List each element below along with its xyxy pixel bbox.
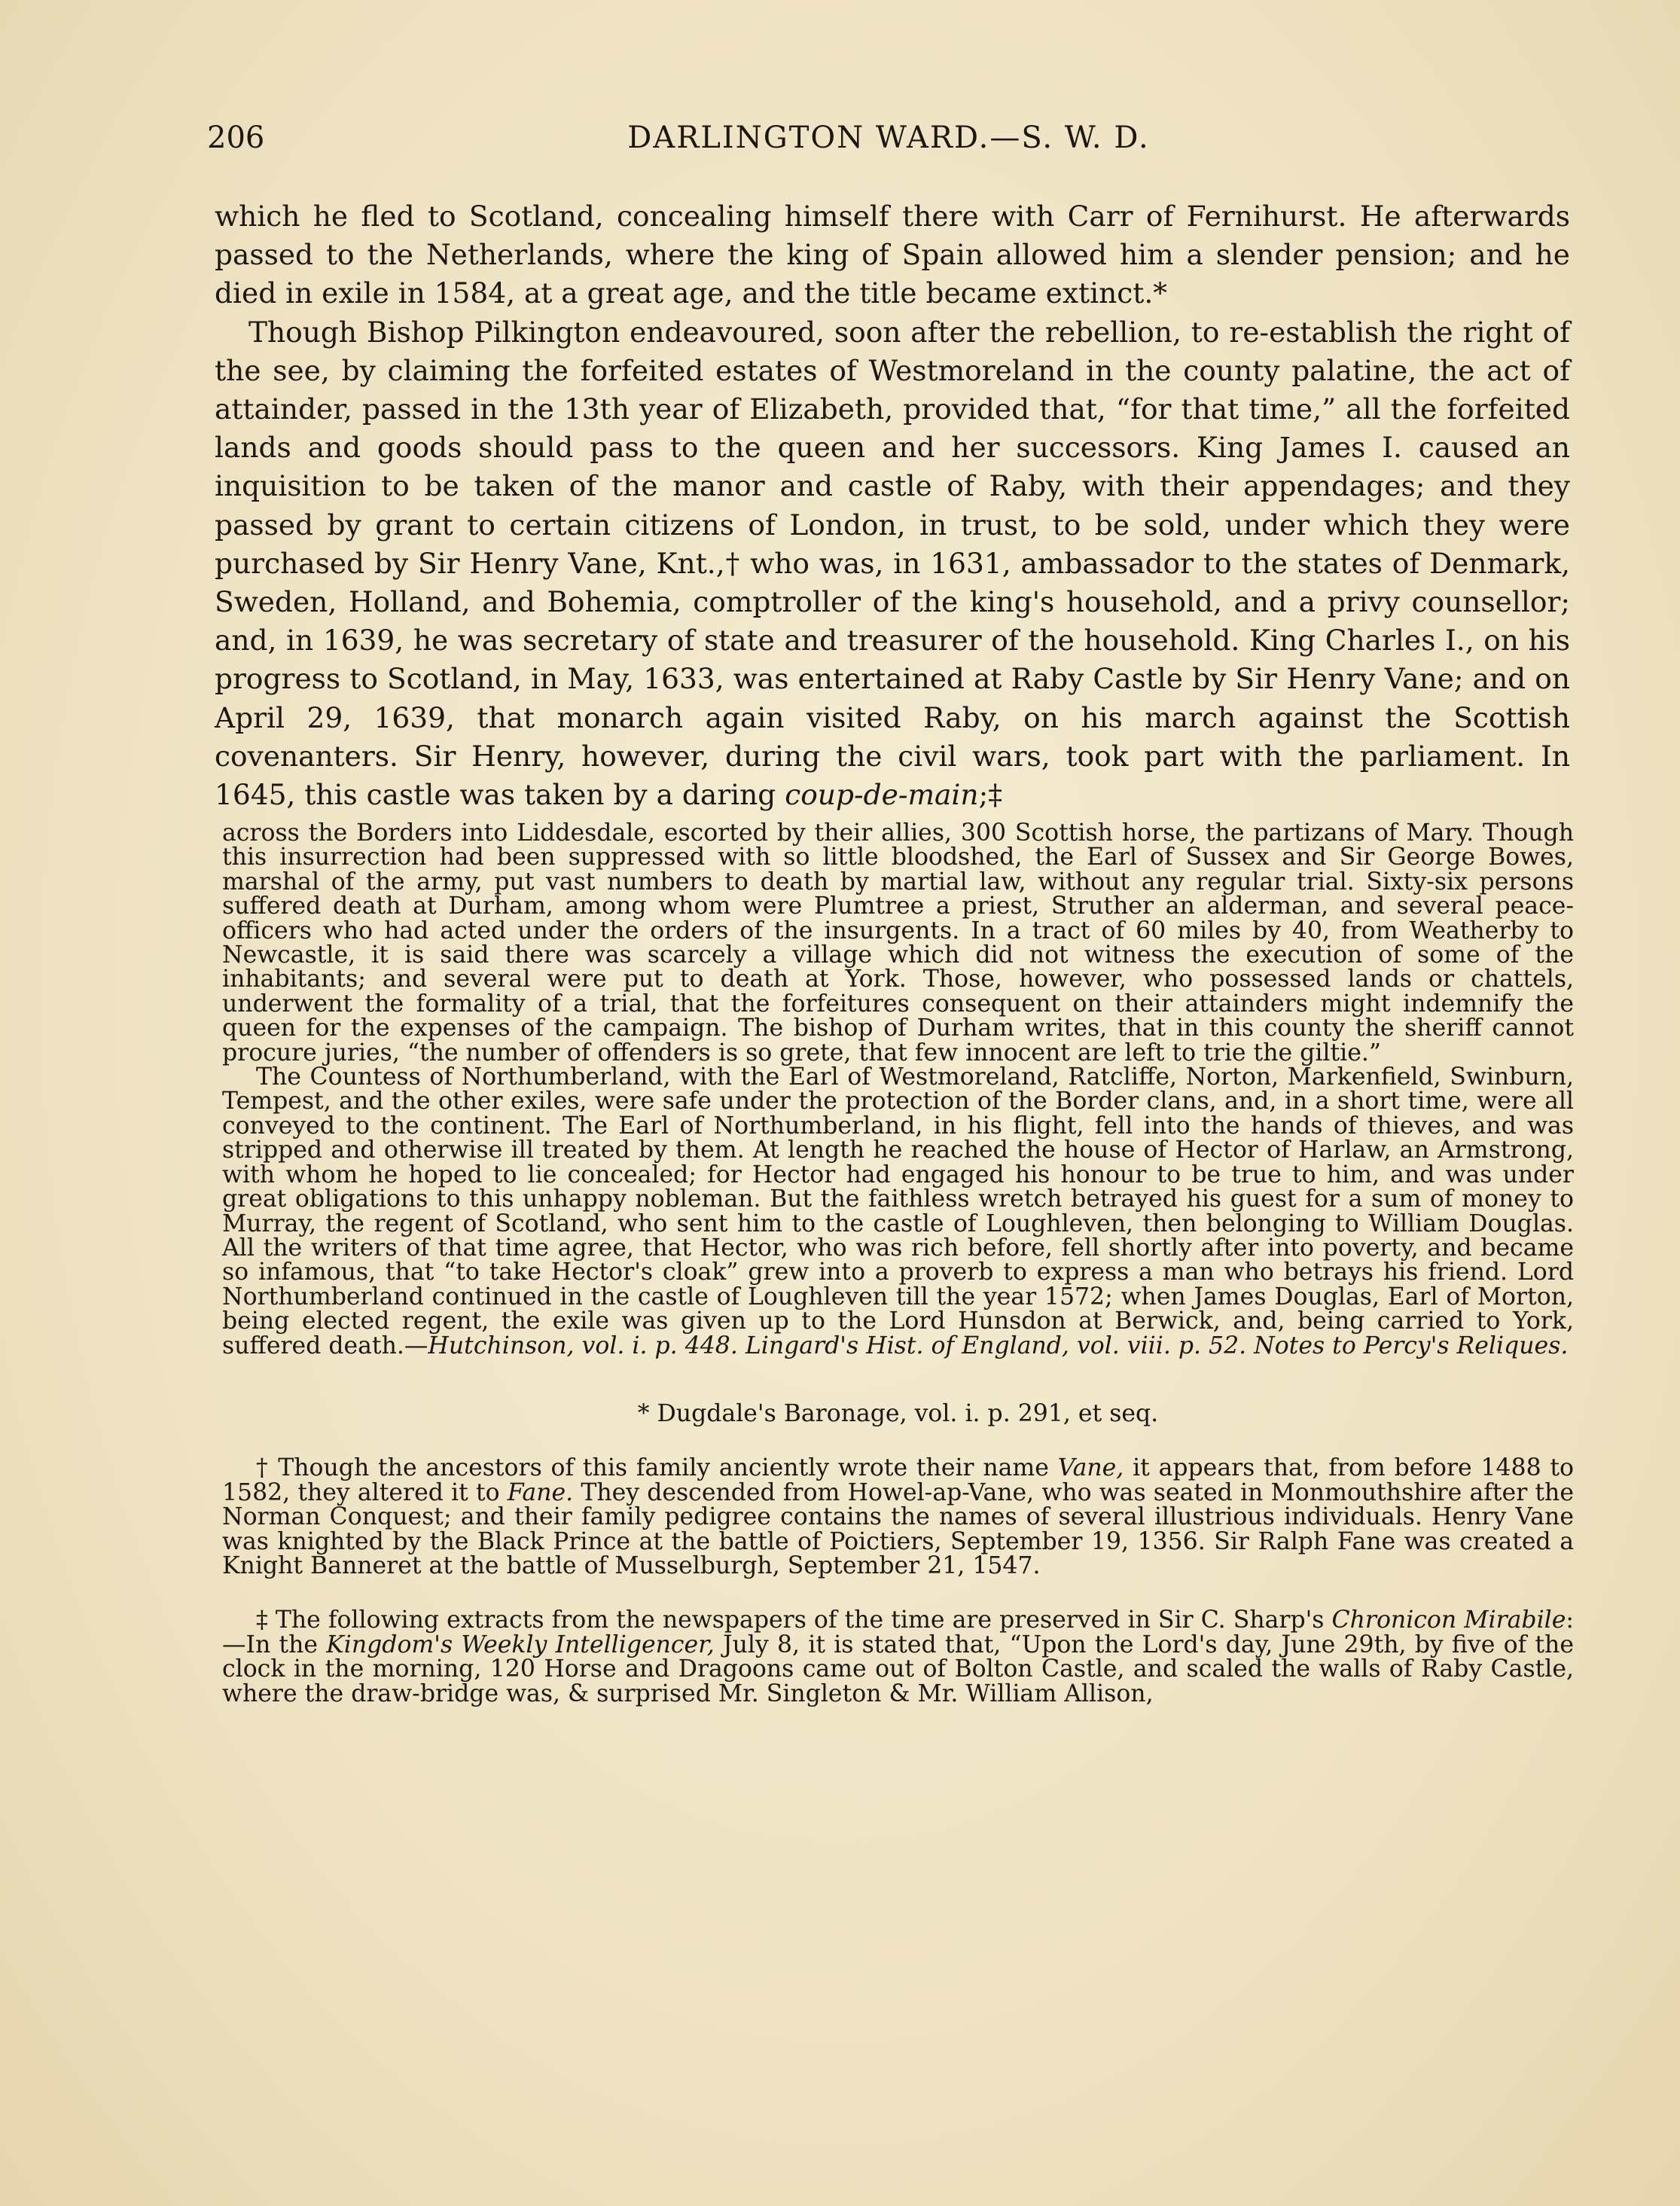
footnote-dagger-text-c: They descended from Howel-ap-Vane, who was seated in Monmouthshire after the Norman Conquest; and their family pedigree contains the names of several illustrious individuals. Henry Vane was knighted by the Black Prince at the battle of Poictiers, September 19, 1356. Sir Ralph Fane was created a Knight Banneret at the battle of Musselburgh, September 21, 1547. [222, 1478, 1574, 1579]
body-paragraph-2 [215, 313, 1570, 815]
footnote-continuation-1: across the Borders into Liddesdale, escorted by their allies, 300 Scottish horse, the partizans of Mary. Though this insurrection had been suppressed with so little bloodshed, the Earl of Sussex and Sir George Bowes, marshal of the army, put vast numbers to death by martial law, without any regular trial. Sixty-six persons suffered death at Durham, among whom were Plumtree a priest, Struther an alderman, and several peace-officers who had acted under the orders of the insurgents. In a tract of 60 miles by 40, from Weatherby to Newcastle, it is said there was scarcely a village which did not witness the execution of some of the inhabitants; and several were put to death at York. Those, however, who possessed lands or chattels, underwent the formality of a trial, that the forfeitures consequent on their attainders might indemnify the queen for the expenses of the campaign. The bishop of Durham writes, that in this county the sheriff cannot procure juries, “the number of offenders is so grete, that few innocent are left to trie the giltie.” [222, 819, 1574, 1066]
footnote-dagger [222, 1456, 1574, 1578]
footnote-gap [222, 1578, 1574, 1608]
page-header [207, 121, 1570, 166]
footnote-dagger-text-a: † Though the ancestors of this family anciently wrote their name [256, 1454, 1049, 1482]
footnote-continuation-2 [222, 1065, 1574, 1358]
footnotes [222, 821, 1574, 1706]
footnote-double-dagger [222, 1608, 1574, 1706]
footnote-ddagger-text-c: July 8, it is stated that, “Upon the Lord's day, June 29th, by five of the clock in the morning, 120 Horse and Dragoons came out of Bolton Castle, and scaled the walls of Raby Castle, where the draw-bridge was, & surprised Mr. Singleton & Mr. William Allison, [222, 1631, 1574, 1707]
page-number: 206 [207, 121, 265, 155]
running-title: DARLINGTON WARD.—S. W. D. [627, 121, 1150, 155]
footnote-ddagger-title: Chronicon Mirabile [1331, 1606, 1566, 1634]
footnote-citation: Hutchinson, vol. i. p. 448. Lingard's Hist. of England, vol. viii. p. 52. Notes to Percy's Reliques. [428, 1332, 1569, 1359]
footnote-star: * Dugdale's Baronage, vol. i. p. 291, et seq. [637, 1399, 1159, 1427]
footnote-dagger-fane: Fane. [507, 1478, 574, 1506]
footnote-dagger-vane: Vane, [1057, 1454, 1124, 1482]
body-paragraph-2-text: Though Bishop Pilkington endeavoured, soon after the rebellion, to re-establish the right of the see, by claiming the forfeited estates of Westmoreland in the county palatine, the act of attainder, passed in the 13th year of Elizabeth, provided that, “for that time,” all the forfeited lands and goods should pass to the queen and her successors. King James I. caused an inquisition to be taken of the manor and castle of Raby, with their appendages; and they passed by grant to certain citizens of London, in trust, to be sold, under which they were purchased by Sir Henry Vane, Knt.,† who was, in 1631, ambassador to the states of Denmark, Sweden, Holland, and Bohemia, comptroller of the king's household, and a privy counsellor; and, in 1639, he was secretary of state and treasurer of the household. King Charles I., on his progress to Scotland, in May, 1633, was entertained at Raby Castle by Sir Henry Vane; and on April 29, 1639, that monarch again visited Raby, on his march against the Scottish covenanters. Sir Henry, however, during the civil wars, took part with the parliament. In 1645, this castle was taken by a daring [215, 315, 1570, 812]
coup-de-main-italic: coup-de-main [785, 778, 979, 812]
footnote-ddagger-text-a: ‡ The following extracts from the newspapers of the time are preserved in Sir C. Sharp's [256, 1606, 1325, 1634]
footnote-gap [222, 1426, 1574, 1456]
footnote-ddagger-text-b: :—In the [222, 1606, 1574, 1658]
main-text [215, 197, 1570, 814]
body-paragraph-1: which he fled to Scotland, concealing himself there with Carr of Fernihurst. He afterwards passed to the Netherlands, where the king of Spain allowed him a slender pension; and he died in exile in 1584, at a great age, and the title became extinct.* [215, 200, 1570, 310]
footnote-dagger-text-b: it appears that, from before 1488 to 1582, they altered it to [222, 1454, 1574, 1506]
footnote-gap [222, 1358, 1574, 1402]
footnote-ddagger-paper: Kingdom's Weekly Intelligencer, [326, 1631, 715, 1658]
footnote-continuation-2-text: The Countess of Northumberland, with the Earl of Westmoreland, Ratcliffe, Norton, Markenfield, Swinburn, Tempest, and the other exiles, were safe under the protection of the Border clans, and, in a short time, were all conveyed to the continent. The Earl of Northumberland, in his flight, fell into the hands of thieves, and was stripped and otherwise ill treated by them. At length he reached the house of Hector of Harlaw, an Armstrong, with whom he hoped to lie concealed; for Hector had engaged his honour to be true to him, and was under great obligations to this unhappy nobleman. But the faithless wretch betrayed his guest for a sum of money to Murray, the regent of Scotland, who sent him to the castle of Loughleven, then belonging to William Douglas. All the writers of that time agree, that Hector, who was rich before, fell shortly after into poverty, and became so infamous, that “to take Hector's cloak” grew into a proverb to express a man who betrays his friend. Lord Northumberland continued in the castle of Loughleven till the year 1572; when James Douglas, Earl of Morton, being elected regent, the exile was given up to the Lord Hunsdon at Berwick, and, being carried to York, suffered death.— [222, 1063, 1574, 1359]
body-paragraph-2-end: ;‡ [978, 778, 1002, 812]
